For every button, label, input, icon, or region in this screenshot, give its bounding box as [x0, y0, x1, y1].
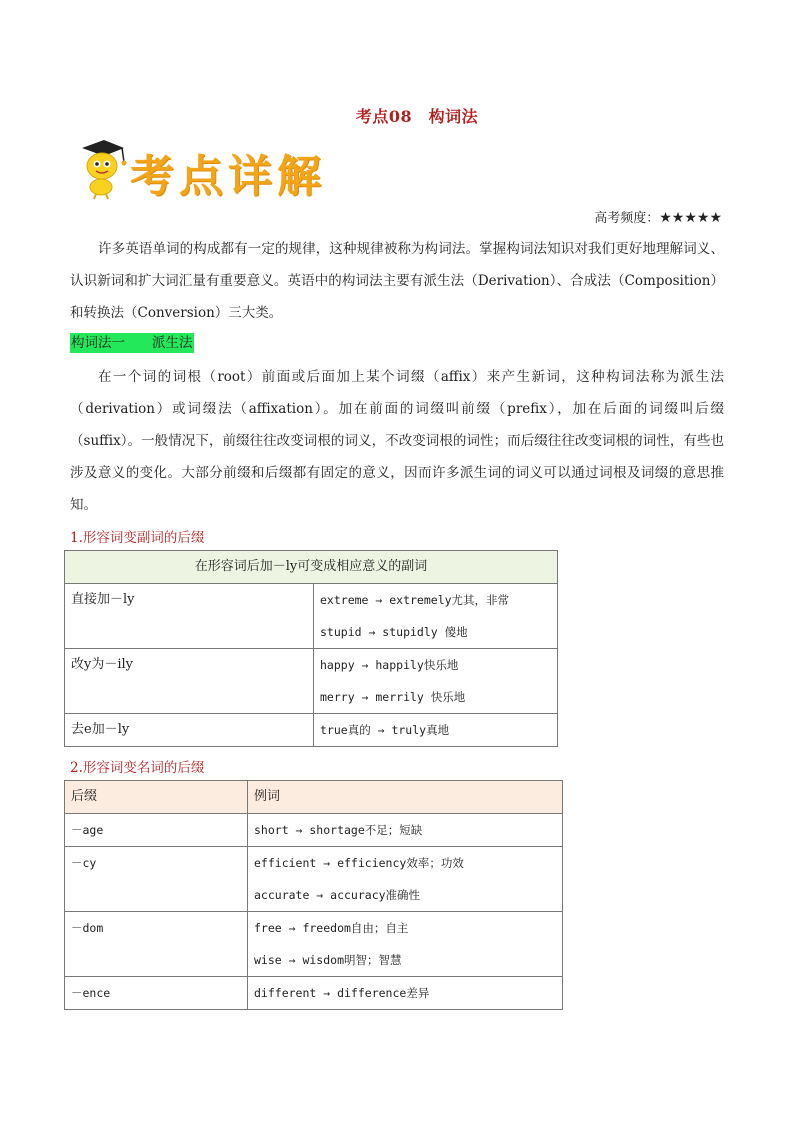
- suffix-cell: －dom: [71, 921, 104, 935]
- section1-heading: 1.形容词变副词的后缀: [70, 530, 205, 546]
- example-cell: stupid → stupidly 傻地: [320, 625, 468, 639]
- suffix-cell: －age: [71, 823, 104, 837]
- method1-description: 在一个词的词根（root）前面或后面加上某个词缀（affix）来产生新词，这种构词法称为派生法（derivation）或词缀法（affixation）。加在前面的词缀叫前缀（prefix），加在后面的词缀叫后缀（suffix）。一般情况下，前缀往往改变词根的词义，不改变词根的词性；而后缀往往改变词根的词性，有些也涉及意义的变化。大部分前缀和后缀都有固定的意义，因而许多派生词的词义可以通过词根及词缀的意思推知。: [70, 369, 724, 513]
- page-title: 考点08 构词法: [355, 107, 479, 126]
- suffix-cell: －cy: [71, 856, 97, 870]
- mascot-icon: [76, 138, 132, 200]
- banner-title: 考点详解: [130, 151, 326, 202]
- example-cell: different → difference差异: [254, 986, 430, 1000]
- example-cell: short → shortage不足；短缺: [254, 823, 423, 837]
- star-rating-icon: ★★★★★: [659, 210, 722, 226]
- table-row: [65, 649, 558, 714]
- example-cell: accurate → accuracy准确性: [254, 888, 421, 902]
- example-cell: merry → merrily 快乐地: [320, 690, 466, 704]
- column-header-examples: 例词: [248, 781, 563, 814]
- banner: [76, 138, 336, 200]
- example-cell: happy → happily快乐地: [320, 658, 459, 672]
- method1-heading: 构词法一 派生法: [71, 335, 193, 351]
- suffix-cell: －ence: [71, 986, 111, 1000]
- table-row: [65, 714, 558, 747]
- table-row: [65, 584, 558, 649]
- example-cell: efficient → efficiency效率；功效: [254, 856, 464, 870]
- table-row: [65, 912, 563, 977]
- example-cell: true真的 → truly真地: [320, 723, 450, 737]
- example-cell: free → freedom自由；自主: [254, 921, 409, 935]
- table-row: [65, 977, 563, 1010]
- table-row: [65, 814, 563, 847]
- example-cell: extreme → extremely尤其，非常: [320, 593, 510, 607]
- example-cell: wise → wisdom明智；智慧: [254, 953, 402, 967]
- noun-suffix-table: [64, 780, 563, 1010]
- rule-cell: 去e加－ly: [71, 722, 130, 737]
- frequency-label: 高考频度：: [594, 211, 660, 226]
- table-header: 在形容词后加－ly可变成相应意义的副词: [65, 551, 558, 584]
- column-header-suffix: 后缀: [65, 781, 248, 814]
- adverb-suffix-table: [64, 550, 558, 747]
- table-row: [65, 847, 563, 912]
- intro-paragraph: 许多英语单词的构成都有一定的规律，这种规律被称为构词法。掌握构词法知识对我们更好地理解词义、认识新词和扩大词汇量有重要意义。英语中的构词法主要有派生法（Derivation）、合成法（Composition）和转换法（Conversion）三大类。: [70, 241, 724, 321]
- rule-cell: 直接加－ly: [71, 592, 135, 607]
- rule-cell: 改y为－ily: [71, 657, 134, 672]
- section2-heading: 2.形容词变名词的后缀: [70, 760, 205, 776]
- frequency-rating: [594, 207, 722, 226]
